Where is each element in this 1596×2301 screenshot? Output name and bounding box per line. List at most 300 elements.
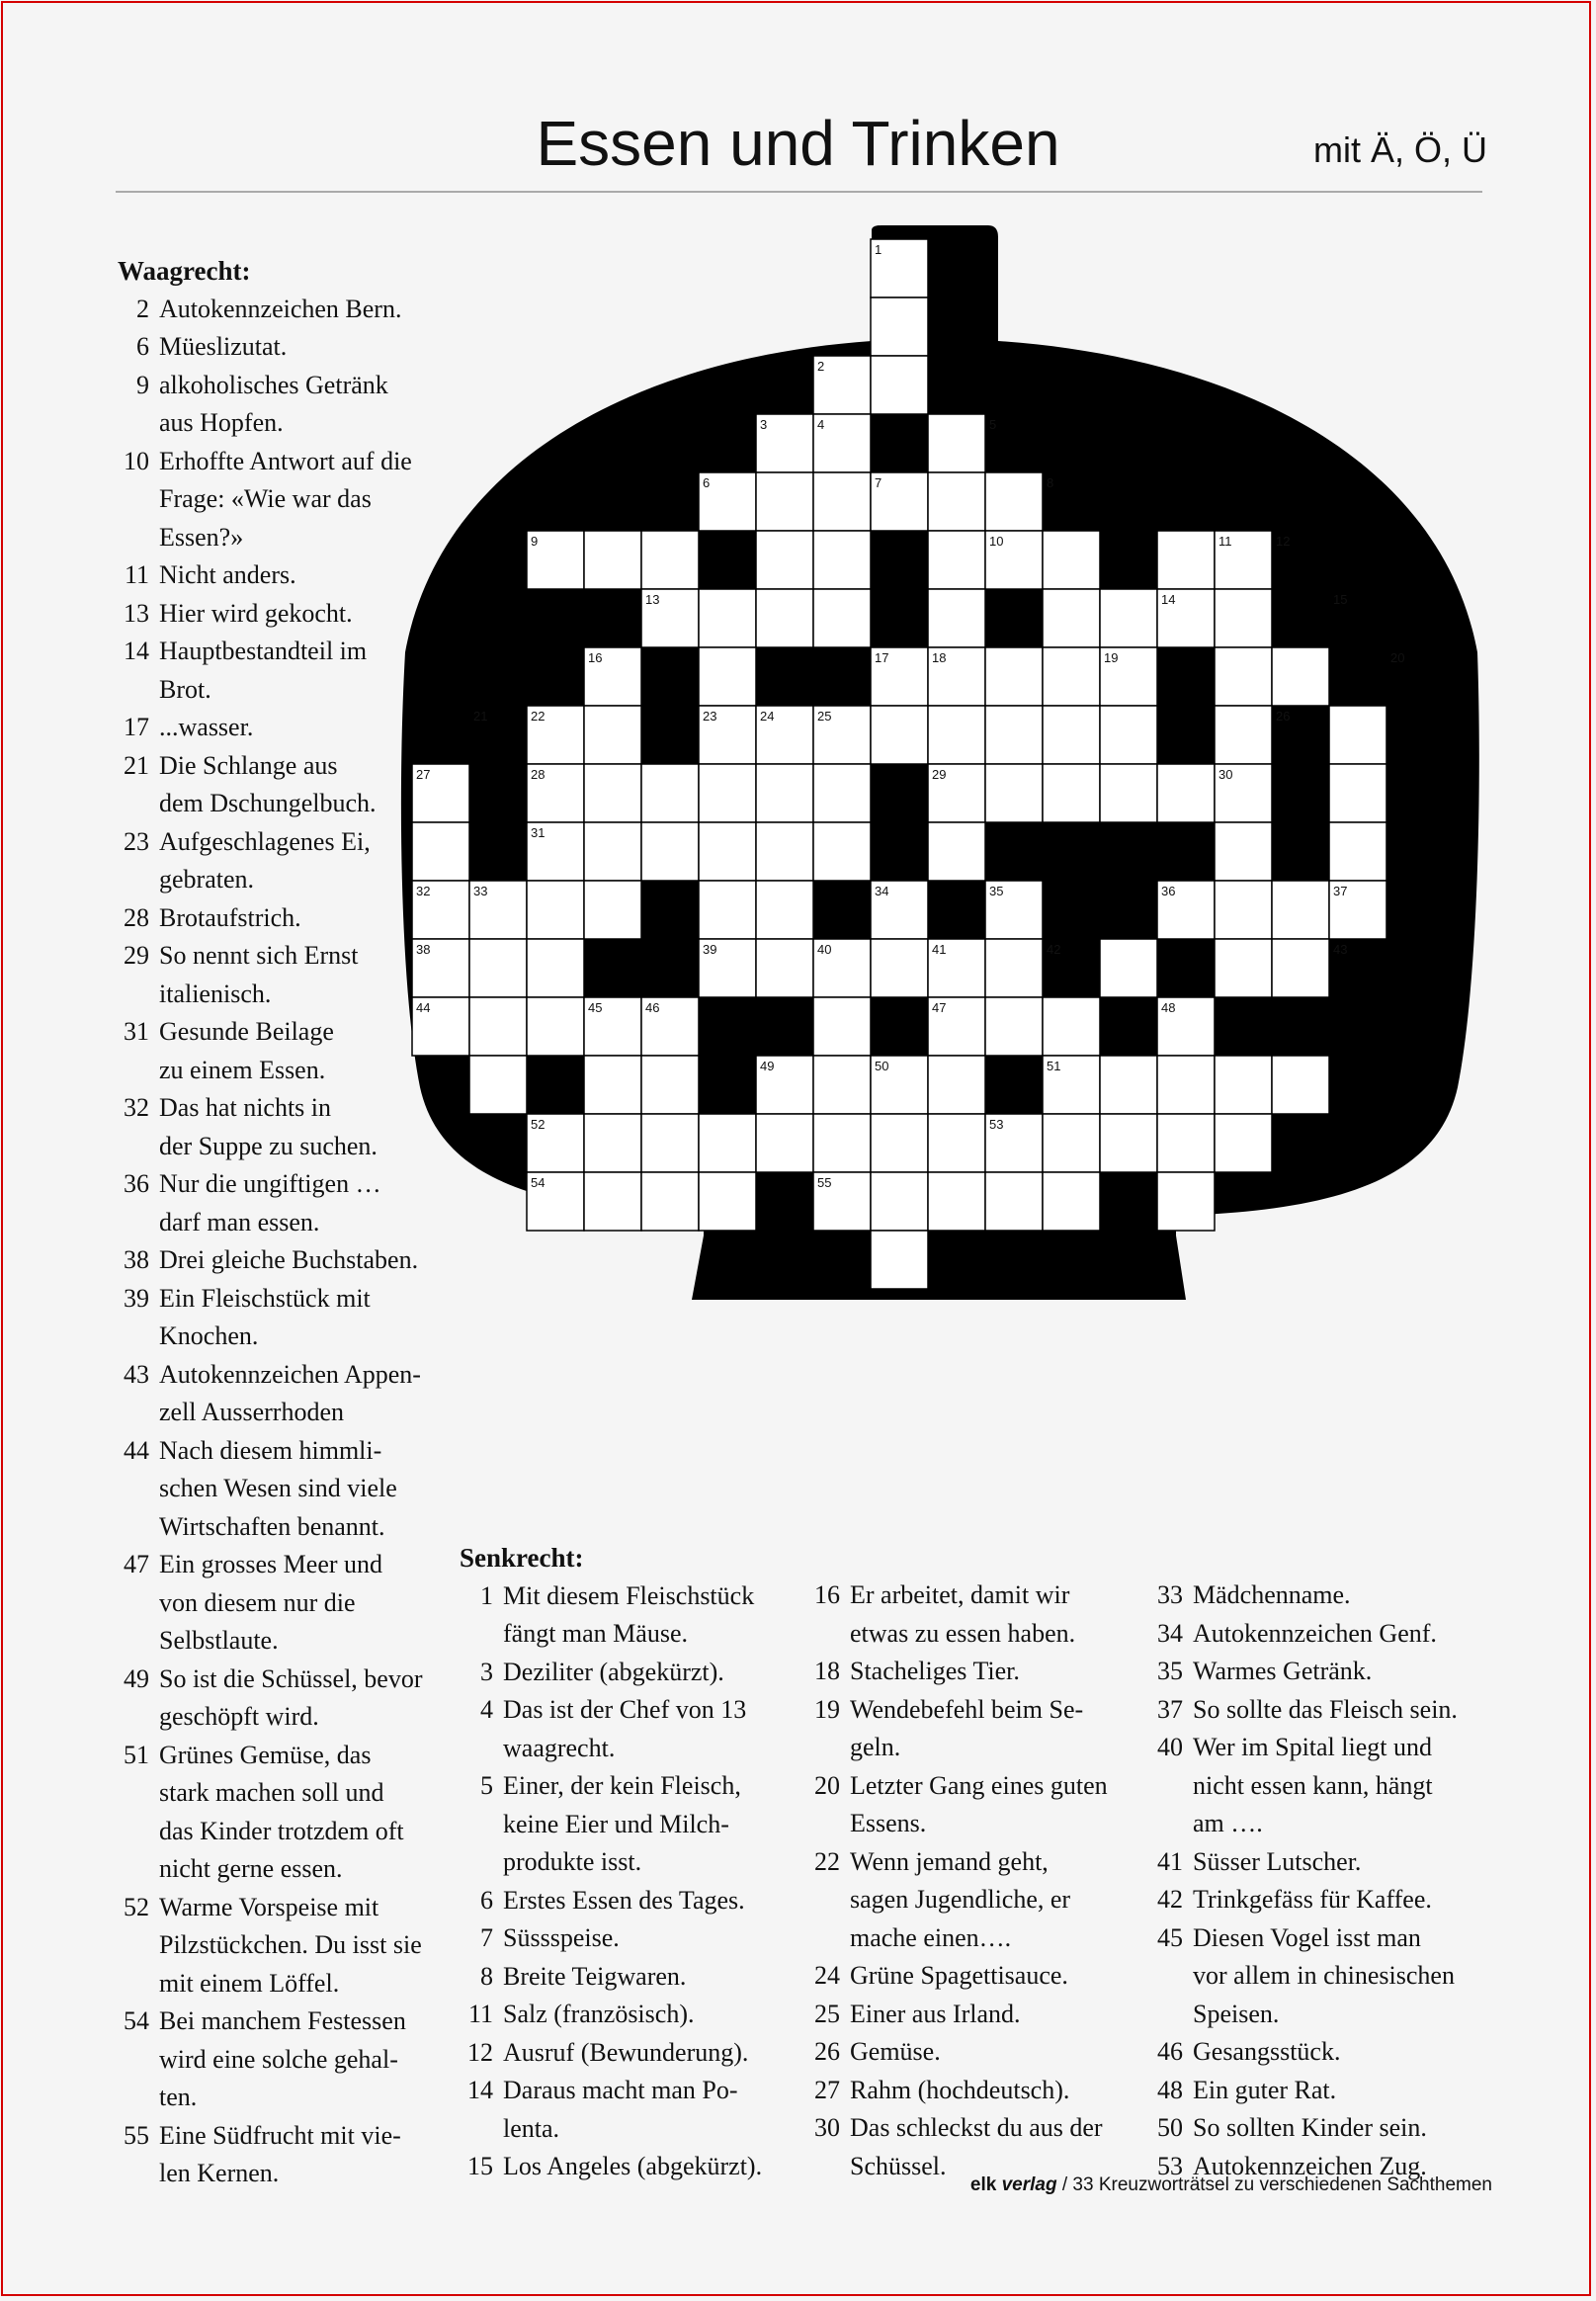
grid-cell[interactable] (584, 764, 641, 822)
cell-number: 55 (817, 1175, 832, 1190)
clue-number: 9 (136, 370, 149, 399)
grid-cell[interactable] (1043, 531, 1100, 589)
clue-number: 39 (124, 1283, 149, 1313)
grid-cell[interactable] (813, 531, 871, 589)
cell-number: 51 (1047, 1059, 1061, 1073)
cell-number: 38 (416, 942, 431, 957)
cell-number: 49 (760, 1059, 775, 1073)
clue-number: 11 (467, 2000, 493, 2028)
grid-cell[interactable] (1043, 706, 1100, 764)
grid-cell[interactable] (1215, 881, 1272, 939)
grid-cell[interactable] (1272, 1056, 1329, 1114)
clue-text: Brotaufstrich. (159, 902, 301, 932)
grid-cell[interactable] (928, 472, 985, 531)
cell-number: 17 (875, 650, 889, 665)
clue-item (1149, 1881, 1490, 1919)
clue-text: Hauptbestandteil im Brot. (159, 637, 368, 704)
grid-cell[interactable] (1100, 764, 1157, 822)
grid-cell[interactable] (1215, 822, 1272, 881)
cell-number: 15 (1333, 592, 1348, 607)
clue-item (1149, 1691, 1490, 1730)
clue-text: Ein grosses Meer und von diesem nur die Selbstlaute. (159, 1550, 383, 1655)
grid-cell[interactable] (1157, 1114, 1215, 1172)
cell-number: 25 (817, 709, 832, 724)
cell-number: 32 (416, 884, 431, 898)
clue-item (118, 937, 454, 1013)
grid-cell[interactable] (813, 1056, 871, 1114)
clue-number: 43 (124, 1359, 149, 1389)
grid-cell[interactable] (527, 997, 584, 1056)
cell-number: 6 (703, 475, 711, 490)
grid-cell[interactable] (928, 589, 985, 647)
clue-item (118, 1737, 454, 1889)
clue-number: 30 (814, 2113, 840, 2142)
grid-cell[interactable] (641, 822, 699, 881)
clue-number: 1 (480, 1580, 493, 1610)
clue-text: Mädchenname. (1193, 1580, 1351, 1609)
clue-text: Die Schlange aus dem Dschungelbuch. (159, 750, 377, 817)
cell-number: 16 (588, 650, 603, 665)
grid-cell[interactable] (1329, 764, 1386, 822)
clue-item (118, 1013, 454, 1089)
grid-cell[interactable] (985, 706, 1043, 764)
clue-item (806, 2072, 1147, 2110)
cell-number: 8 (1047, 475, 1054, 490)
clue-text: Erstes Essen des Tages. (503, 1885, 745, 1915)
grid-cell[interactable] (1329, 822, 1386, 881)
grid-cell[interactable] (1157, 1056, 1215, 1114)
grid-cell[interactable] (1043, 1114, 1100, 1172)
clue-item (460, 2148, 796, 2186)
grid-cell[interactable] (1157, 764, 1215, 822)
clue-number: 55 (124, 2120, 149, 2150)
grid-cell[interactable] (641, 764, 699, 822)
clue-text: Warmes Getränk. (1193, 1657, 1373, 1685)
clue-number: 5 (480, 1771, 493, 1800)
clue-item (118, 1356, 454, 1432)
clue-item (118, 1280, 454, 1356)
clue-text: So sollten Kinder sein. (1193, 2113, 1427, 2142)
clue-number: 6 (480, 1885, 493, 1915)
grid-cell[interactable] (699, 822, 756, 881)
footer (970, 2174, 1492, 2196)
grid-cell[interactable] (699, 764, 756, 822)
grid-cell[interactable] (1043, 647, 1100, 706)
cell-number: 52 (531, 1117, 546, 1132)
cell-number: 50 (875, 1059, 889, 1073)
clue-number: 31 (124, 1017, 149, 1046)
grid-cell[interactable] (1100, 1056, 1157, 1114)
grid-cell[interactable] (527, 939, 584, 997)
grid-cell[interactable] (1272, 647, 1329, 706)
clue-item (806, 1691, 1147, 1767)
clue-text: Gesunde Beilage zu einem Essen. (159, 1017, 334, 1084)
clue-item (460, 1996, 796, 2034)
clue-item (118, 1661, 454, 1737)
grid-cell[interactable] (928, 1172, 985, 1231)
clue-text: Breite Teigwaren. (503, 1961, 687, 1991)
clue-number: 10 (124, 446, 149, 475)
clue-text: Salz (französisch). (503, 2000, 695, 2028)
clue-text: Los Angeles (abgekürzt). (503, 2152, 763, 2180)
cell-number: 41 (932, 942, 947, 957)
grid-cell[interactable] (813, 997, 871, 1056)
clue-item (1149, 1577, 1490, 1615)
clue-text: Süssspeise. (503, 1923, 620, 1952)
clue-item (118, 1089, 454, 1165)
clue-text: Wenn jemand geht, sagen Jugendliche, er mache einen…. (850, 1846, 1071, 1952)
clue-item (1149, 2033, 1490, 2072)
down-heading: Senkrecht: (460, 1543, 584, 1573)
across-heading: Waagrecht: (118, 256, 251, 286)
clue-text: Das hat nichts in der Suppe zu suchen. (159, 1093, 378, 1160)
clue-text: Er arbeitet, damit wir etwas zu essen haben. (850, 1580, 1076, 1648)
clue-item (460, 1654, 796, 1692)
grid-cell[interactable] (699, 589, 756, 647)
grid-cell[interactable] (928, 531, 985, 589)
clue-number: 45 (1157, 1922, 1183, 1952)
grid-cell[interactable] (1100, 1114, 1157, 1172)
grid-cell[interactable] (1100, 589, 1157, 647)
clue-text: ...wasser. (159, 713, 254, 741)
clue-number: 33 (1157, 1580, 1183, 1609)
clue-number: 37 (1157, 1694, 1183, 1724)
grid-cell[interactable] (756, 531, 813, 589)
cell-number: 26 (1276, 709, 1291, 724)
clue-number: 44 (124, 1435, 149, 1465)
clue-text: Bei manchem Festessen wird eine solche gehal- ten. (159, 2006, 406, 2111)
grid-cell[interactable] (1215, 1056, 1272, 1114)
page-title: Essen und Trinken (536, 108, 1060, 179)
clue-item (1149, 1729, 1490, 1843)
clue-text: Erhoffte Antwort auf die Frage: «Wie war das Essen?» (159, 446, 412, 552)
clue-text: Wer im Spital liegt und nicht essen kann, hängt am …. (1193, 1733, 1433, 1837)
grid-cell[interactable] (985, 1172, 1043, 1231)
clue-text: Wendebefehl beim Se- geln. (850, 1694, 1084, 1761)
clue-number: 15 (467, 2152, 493, 2180)
clue-number: 40 (1157, 1733, 1183, 1761)
grid-cell[interactable] (756, 939, 813, 997)
clue-number: 11 (124, 560, 149, 589)
grid-cell[interactable] (1272, 881, 1329, 939)
clue-number: 35 (1157, 1657, 1183, 1685)
clue-text: Stacheliges Tier. (850, 1657, 1020, 1685)
clue-item (118, 1889, 454, 2003)
grid-cell[interactable] (699, 881, 756, 939)
grid-cell[interactable] (641, 1114, 699, 1172)
clue-text: Gesangsstück. (1193, 2037, 1341, 2066)
clue-number: 14 (467, 2076, 493, 2104)
clue-text: Das ist der Chef von 13 waagrecht. (503, 1695, 747, 1762)
clue-number: 13 (124, 598, 149, 628)
clue-text: Warme Vorspeise mit Pilzstückchen. Du isst sie mit einem Löffel. (159, 1892, 422, 1998)
crossword-grid (412, 239, 1404, 1289)
grid-cell[interactable] (584, 1172, 641, 1231)
cell-number: 27 (416, 767, 431, 782)
clue-item (1149, 1919, 1490, 2034)
grid-cell[interactable] (756, 1114, 813, 1172)
grid-cell[interactable] (985, 997, 1043, 1056)
clue-text: Ein guter Rat. (1193, 2075, 1337, 2104)
cell-number: 46 (645, 1000, 660, 1015)
footer-text: / 33 Kreuzworträtsel zu verschiedenen Sachthemen (1056, 2174, 1492, 2195)
grid-cell[interactable] (641, 1172, 699, 1231)
clue-text: alkoholisches Getränk aus Hopfen. (159, 370, 388, 437)
footer-brand: elk (969, 2174, 997, 2195)
grid-cell[interactable] (1215, 589, 1272, 647)
clue-text: Deziliter (abgekürzt). (503, 1657, 724, 1686)
clue-item (460, 1958, 796, 1997)
grid-cell[interactable] (584, 706, 641, 764)
clue-text: Nach diesem himmli- schen Wesen sind viele Wirtschaften benannt. (159, 1435, 397, 1541)
grid-cell[interactable] (871, 706, 928, 764)
clue-number: 17 (124, 713, 149, 741)
clue-text: Hier wird gekocht. (159, 598, 353, 628)
cell-number: 21 (473, 709, 488, 724)
clue-item (806, 1577, 1147, 1653)
clue-item (806, 2033, 1147, 2072)
clue-text: Aufgeschlagenes Ei, gebraten. (159, 826, 371, 894)
grid-cell[interactable] (1157, 1172, 1215, 1231)
clue-text: Einer, der kein Fleisch, keine Eier und Milch- produkte isst. (503, 1771, 741, 1876)
grid-cell[interactable] (928, 1056, 985, 1114)
grid-cell[interactable] (527, 881, 584, 939)
clue-number: 16 (814, 1580, 840, 1609)
clue-item (806, 1767, 1147, 1843)
cell-number: 20 (1390, 650, 1405, 665)
grid-cell[interactable] (1100, 706, 1157, 764)
clue-number: 2 (136, 294, 149, 323)
grid-cell[interactable] (871, 298, 928, 356)
clue-item (118, 2003, 454, 2117)
grid-cell[interactable] (469, 939, 527, 997)
clue-number: 53 (1157, 2151, 1183, 2180)
clue-text: Daraus macht man Po- lenta. (503, 2076, 738, 2143)
clue-text: Autokennzeichen Genf. (1193, 1618, 1437, 1648)
cell-number: 12 (1276, 534, 1291, 549)
clue-number: 25 (814, 1999, 840, 2028)
clue-number: 38 (124, 1245, 149, 1274)
clue-number: 7 (480, 1923, 493, 1952)
grid-cell[interactable] (871, 1172, 928, 1231)
clue-item (118, 556, 454, 595)
clue-number: 48 (1157, 2075, 1183, 2104)
clue-item (118, 1241, 454, 1280)
grid-cell[interactable] (813, 764, 871, 822)
clue-number: 32 (124, 1093, 149, 1122)
grid-cell[interactable] (641, 1056, 699, 1114)
cell-number: 29 (932, 767, 947, 782)
grid-cell[interactable] (469, 1056, 527, 1114)
grid-cell[interactable] (1215, 1114, 1272, 1172)
grid-cell[interactable] (928, 1114, 985, 1172)
grid-cell[interactable] (1215, 706, 1272, 764)
clue-text: Diesen Vogel isst man vor allem in chinesischen Speisen. (1193, 1922, 1455, 2028)
cell-number: 44 (416, 1000, 431, 1015)
cell-number: 19 (1104, 650, 1119, 665)
clue-text: Grünes Gemüse, das stark machen soll und das Kinder trotzdem oft nicht gerne essen. (159, 1740, 404, 1883)
grid-cell[interactable] (871, 1114, 928, 1172)
clue-item (118, 1432, 454, 1547)
cell-number: 28 (531, 767, 546, 782)
cell-number: 48 (1161, 1000, 1176, 1015)
grid-cell[interactable] (584, 881, 641, 939)
grid-cell[interactable] (1272, 939, 1329, 997)
clue-item (118, 328, 454, 367)
clue-item (118, 899, 454, 938)
grid-cell[interactable] (1043, 589, 1100, 647)
clue-item (118, 1546, 454, 1661)
cell-number: 18 (932, 650, 947, 665)
clue-number: 8 (480, 1961, 493, 1991)
grid-cell[interactable] (584, 822, 641, 881)
cell-number: 1 (875, 242, 882, 257)
grid-cell[interactable] (756, 472, 813, 531)
grid-cell[interactable] (928, 706, 985, 764)
grid-cell[interactable] (1157, 531, 1215, 589)
grid-cell[interactable] (871, 939, 928, 997)
clue-text: Trinkgefäss für Kaffee. (1193, 1885, 1432, 1914)
cell-number: 22 (531, 709, 546, 724)
cell-number: 54 (531, 1175, 546, 1190)
clue-text: Nur die ungiftigen … darf man essen. (159, 1169, 381, 1236)
across-clues (118, 252, 454, 2193)
clue-item (806, 1996, 1147, 2034)
cell-number: 13 (645, 592, 660, 607)
clue-item (806, 1653, 1147, 1691)
clue-item (118, 291, 454, 329)
clue-item (1149, 1653, 1490, 1691)
grid-cell[interactable] (699, 1172, 756, 1231)
clue-number: 22 (814, 1846, 840, 1876)
clue-number: 51 (124, 1740, 149, 1769)
clue-text: Grüne Spagettisauce. (850, 1961, 1068, 1990)
grid-cell[interactable] (1043, 764, 1100, 822)
down-clues-column-3 (1149, 1577, 1490, 2185)
clue-number: 20 (814, 1770, 840, 1800)
down-clues-column-2 (806, 1577, 1147, 2185)
clue-number: 19 (814, 1694, 840, 1724)
clue-number: 6 (136, 332, 149, 361)
clue-number: 12 (467, 2037, 493, 2067)
grid-cell[interactable] (1043, 997, 1100, 1056)
grid-cell[interactable] (928, 822, 985, 881)
grid-cell[interactable] (985, 472, 1043, 531)
clue-item (118, 367, 454, 443)
clue-number: 34 (1157, 1618, 1183, 1648)
clue-text: Letzter Gang eines guten Essens. (850, 1770, 1108, 1837)
grid-cell[interactable] (756, 764, 813, 822)
cell-number: 39 (703, 942, 717, 957)
cell-number: 3 (760, 417, 768, 432)
clue-number: 29 (124, 941, 149, 970)
down-clues-column-1 (460, 1539, 796, 2186)
clue-number: 36 (124, 1169, 149, 1198)
grid-cell[interactable] (813, 589, 871, 647)
clue-item (118, 823, 454, 899)
clue-number: 21 (124, 750, 149, 780)
clue-item (806, 1843, 1147, 1958)
cell-number: 47 (932, 1000, 947, 1015)
cell-number: 34 (875, 884, 889, 898)
grid-cell[interactable] (985, 647, 1043, 706)
clue-item (460, 1919, 796, 1958)
clue-text: So sollte das Fleisch sein. (1193, 1694, 1458, 1724)
grid-cell[interactable] (1043, 1172, 1100, 1231)
grid-cell[interactable] (1100, 939, 1157, 997)
grid-cell[interactable] (699, 1114, 756, 1172)
grid-cell[interactable] (871, 356, 928, 414)
grid-cell[interactable] (985, 939, 1043, 997)
clue-item (118, 443, 454, 557)
grid-cell[interactable] (871, 1231, 928, 1289)
clue-item (118, 1165, 454, 1241)
clue-item (460, 2072, 796, 2148)
clue-item (118, 709, 454, 747)
grid-cell[interactable] (584, 1056, 641, 1114)
clue-text: Ausruf (Bewunderung). (503, 2037, 749, 2067)
clue-text: Müeslizutat. (159, 332, 288, 361)
cell-number: 30 (1218, 767, 1233, 782)
grid-cell[interactable] (756, 822, 813, 881)
clue-item (1149, 1843, 1490, 1882)
clue-number: 26 (814, 2037, 840, 2066)
clue-text: So nennt sich Ernst italienisch. (159, 941, 359, 1008)
grid-cell[interactable] (1215, 939, 1272, 997)
clue-text: Autokennzeichen Zug. (1193, 2151, 1427, 2180)
clue-item (118, 747, 454, 823)
grid-cell[interactable] (756, 881, 813, 939)
cell-number: 4 (817, 417, 825, 432)
grid-cell[interactable] (813, 822, 871, 881)
clue-number: 27 (814, 2075, 840, 2104)
grid-cell[interactable] (813, 1114, 871, 1172)
clue-text: Drei gleiche Buchstaben. (159, 1245, 419, 1274)
footer-brand-italic: verlag (1001, 2174, 1057, 2195)
grid-cell[interactable] (699, 647, 756, 706)
clue-item (1149, 1615, 1490, 1654)
cell-number: 43 (1333, 942, 1348, 957)
grid-cell[interactable] (756, 589, 813, 647)
clue-text: Das schleckst du aus der Schüssel. (850, 2113, 1103, 2180)
cell-number: 2 (817, 359, 825, 374)
grid-cell[interactable] (985, 764, 1043, 822)
clue-number: 42 (1157, 1885, 1183, 1914)
cell-number: 36 (1161, 884, 1176, 898)
cell-number: 35 (989, 884, 1004, 898)
grid-cell[interactable] (641, 531, 699, 589)
clue-text: Ein Fleischstück mit Knochen. (159, 1283, 371, 1350)
cell-number: 23 (703, 709, 717, 724)
grid-cell[interactable] (928, 414, 985, 472)
grid-cell[interactable] (584, 531, 641, 589)
grid-cell[interactable] (1329, 706, 1386, 764)
clue-item (118, 595, 454, 634)
clue-number: 24 (814, 1961, 840, 1990)
cell-number: 45 (588, 1000, 603, 1015)
grid-cell[interactable] (584, 1114, 641, 1172)
cell-number: 42 (1047, 942, 1061, 957)
clue-item (460, 1882, 796, 1920)
clue-number: 49 (124, 1663, 149, 1693)
clue-number: 4 (480, 1695, 493, 1724)
cell-number: 53 (989, 1117, 1004, 1132)
grid-cell[interactable] (1215, 647, 1272, 706)
grid-cell[interactable] (813, 472, 871, 531)
cell-number: 33 (473, 884, 488, 898)
grid-cell[interactable] (469, 997, 527, 1056)
cell-number: 11 (1218, 534, 1232, 549)
